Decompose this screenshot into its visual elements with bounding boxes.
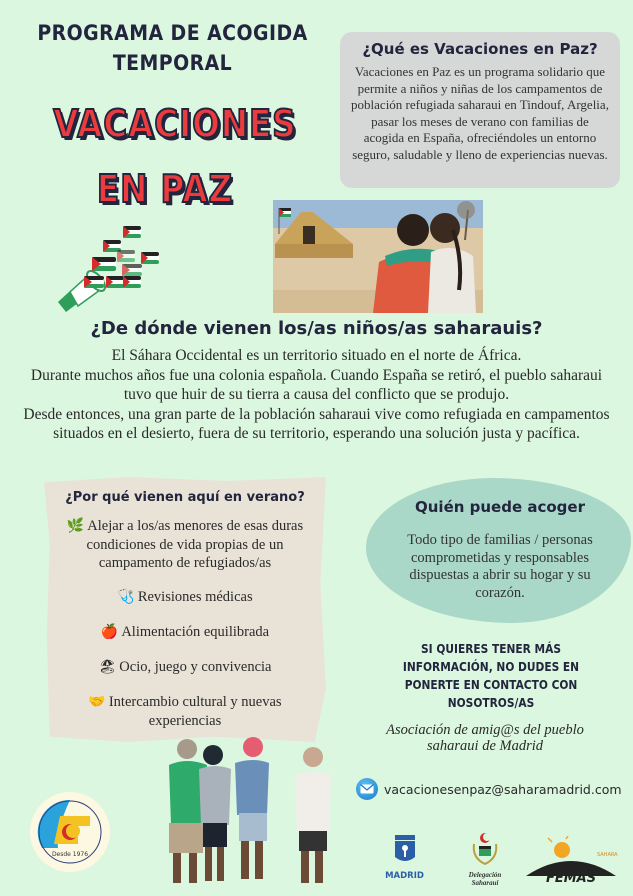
main-title-line2: EN PAZ xyxy=(96,167,234,211)
svg-text:FEMAS: FEMAS xyxy=(545,871,597,886)
why-item: 🏖 Ocio, juego y convivencia xyxy=(98,659,272,675)
why-box xyxy=(50,490,320,746)
association-logo xyxy=(28,790,112,874)
stethoscope-icon: 🩺 xyxy=(117,590,135,605)
what-is-box xyxy=(340,32,620,188)
email-link[interactable] xyxy=(356,778,626,800)
origin-heading: ¿De dónde vienen los/as niños/as saharauis? xyxy=(90,318,543,339)
why-heading: ¿Por qué vienen aquí en verano? xyxy=(65,490,305,505)
why-item: 🩺 Revisiones médicas xyxy=(117,589,253,605)
who-body: Todo tipo de familias / personas comprometidas y responsables dispuestas a abrir su hogar y su corazón. xyxy=(407,532,593,601)
svg-text:SAHARA: SAHARA xyxy=(597,852,618,858)
megaphone-icon xyxy=(58,268,108,312)
who-box xyxy=(370,498,630,602)
main-title-line1: VACACIONES xyxy=(53,102,297,146)
origin-line: Durante muchos años fue una colonia española. Cuando España se retiró, el pueblo saharaui tuvo que huir de su tierra a causa del conflicto que se produjo. xyxy=(30,366,603,403)
what-is-heading: ¿Qué es Vacaciones en Paz? xyxy=(362,40,598,58)
origin-line: El Sáhara Occidental es un territorio situado en el norte de África. xyxy=(111,347,522,364)
delegacion-label: Delegación Saharaui xyxy=(468,871,502,887)
why-item: 🤝 Intercambio cultural y nuevas experiencias xyxy=(88,694,282,729)
kids-walking-photo xyxy=(155,735,340,895)
madrid-label: MADRID xyxy=(385,871,424,881)
origin-line: Desde entonces, una gran parte de la población saharaui vive como refugiada en campamentos situados en el desierto, fuera de su territorio, esperando una solución justa y pacífica. xyxy=(23,405,610,442)
herb-icon: 🌿 xyxy=(66,519,85,534)
children-desert-photo xyxy=(273,200,483,313)
contact-cta: SI QUIERES TENER MÁS INFORMACIÓN, NO DUDES EN PONERTE EN CONTACTO CON NOSOTROS/AS xyxy=(402,641,580,710)
why-item: 🌿 Alejar a los/as menores de esas duras condiciones de vida propias de un campamento de refugiados/as xyxy=(66,518,304,571)
origin-text xyxy=(20,346,613,444)
why-item: 🍎 Alimentación equilibrada xyxy=(100,624,270,640)
svg-text:Desde 1976: Desde 1976 xyxy=(51,851,89,858)
handshake-icon: 🤝 xyxy=(88,695,106,710)
association-name: Asociación de amig@s del pueblo saharaui de Madrid xyxy=(386,722,584,754)
apple-icon: 🍎 xyxy=(100,625,119,640)
program-title: PROGRAMA DE ACOGIDA TEMPORAL xyxy=(37,21,308,75)
flag-bubbles xyxy=(84,226,159,288)
what-is-body: Vacaciones en Paz es un programa solidario que permite a niños y niñas de los campamentos de población refugiada saharaui en Tindouf, Argelia, pasar los meses de verano con familias de acogida en España, ofreciéndoles un entorno seguro, saludable y lleno de experiencias nuevas. xyxy=(351,64,609,162)
madrid-logo xyxy=(382,835,427,887)
beach-umbrella-icon: 🏖 xyxy=(98,660,117,675)
who-heading: Quién puede acoger xyxy=(415,498,585,516)
email-address[interactable]: vacacionesenpaz@saharamadrid.com xyxy=(384,781,622,797)
mail-icon xyxy=(356,778,378,800)
femas-logo xyxy=(522,836,620,886)
megaphone-flags-illustration xyxy=(52,220,167,315)
delegacion-saharaui-logo xyxy=(455,832,515,887)
